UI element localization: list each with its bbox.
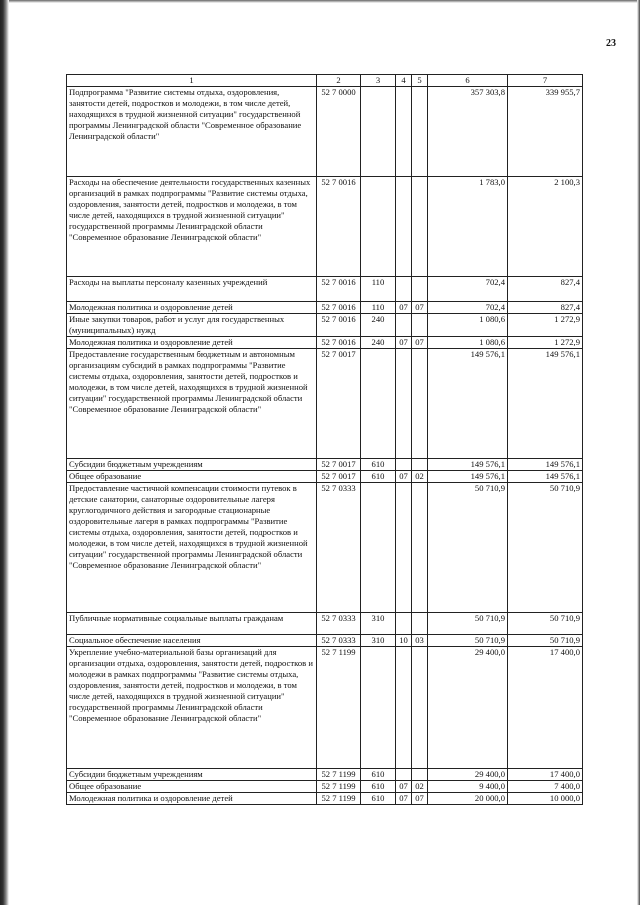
row-name: Расходы на обеспечение деятельности государственных казенных организаций в рамках подпрограммы "Развитие системы отдыха, оздоровления, занятости детей, подростков и молодежи, в том числе детей, находящихся в трудной жизненной ситуации" государственной программы Ленинградской области "Современное образование Ленинградской области" [67,177,317,277]
row-expense-type: 240 [361,314,396,337]
column-header: 7 [508,75,583,87]
row-name: Предоставление частичной компенсации стоимости путевок в детские санатории, санаторные оздоровительные лагеря круглогодичного действия и загородные стационарные оздоровительные лагеря в рамках подпрограммы "Развитие системы отдыха, оздоровления, занятости детей, подростков и молодежи, в том числе детей, находящихся в трудной жизненной ситуации" государственной программы Ленинградской области "Современное образование Ленинградской области" [67,483,317,613]
row-code: 52 7 0333 [317,483,361,613]
row-section [396,87,412,177]
row-name: Подпрограмма "Развитие системы отдыха, оздоровления, занятости детей, подростков и молодежи, в том числе детей, находящихся в трудной жизненной ситуации" государственной программы Ленинградской области "Современное образование Ленинградской области" [67,87,317,177]
row-section: 07 [396,781,412,793]
table-row [67,781,583,793]
row-code: 52 7 0017 [317,471,361,483]
row-subsection: 03 [412,635,428,647]
row-subsection [412,483,428,613]
row-subsection: 02 [412,781,428,793]
row-section [396,277,412,302]
row-amount-2: 149 576,1 [508,471,583,483]
row-name: Иные закупки товаров, работ и услуг для государственных (муниципальных) нужд [67,314,317,337]
row-name: Субсидии бюджетным учреждениям [67,459,317,471]
row-amount-1: 9 400,0 [428,781,508,793]
row-amount-1: 1 080,6 [428,314,508,337]
row-subsection [412,647,428,769]
row-section: 07 [396,337,412,349]
table-row [67,337,583,349]
row-amount-1: 50 710,9 [428,635,508,647]
column-header: 5 [412,75,428,87]
row-amount-2: 2 100,3 [508,177,583,277]
row-subsection: 07 [412,302,428,314]
row-amount-2: 7 400,0 [508,781,583,793]
table-row [67,314,583,337]
row-amount-1: 702,4 [428,302,508,314]
row-name: Предоставление государственным бюджетным и автономным организациям субсидий в рамках подпрограммы "Развитие системы отдыха, оздоровления, занятости детей, подростков и молодежи, в том числе детей, находящихся в трудной жизненной ситуации" государственной программы Ленинградской области "Современное образование Ленинградской области" [67,349,317,459]
row-amount-1: 29 400,0 [428,647,508,769]
budget-table [66,74,583,805]
row-amount-2: 827,4 [508,302,583,314]
row-amount-2: 1 272,9 [508,337,583,349]
row-subsection [412,177,428,277]
row-subsection [412,349,428,459]
row-code: 52 7 0333 [317,613,361,635]
row-code: 52 7 0000 [317,87,361,177]
row-amount-1: 357 303,8 [428,87,508,177]
row-name: Публичные нормативные социальные выплаты гражданам [67,613,317,635]
table-row [67,613,583,635]
row-expense-type [361,647,396,769]
table-row [67,647,583,769]
row-code: 52 7 1199 [317,769,361,781]
row-subsection [412,769,428,781]
table-row [67,459,583,471]
row-section: 10 [396,635,412,647]
row-section: 07 [396,302,412,314]
row-expense-type: 310 [361,613,396,635]
row-subsection [412,87,428,177]
row-subsection: 07 [412,793,428,805]
row-code: 52 7 0016 [317,177,361,277]
row-amount-2: 50 710,9 [508,635,583,647]
table-row [67,177,583,277]
scan-edge-left [0,0,9,905]
row-amount-1: 149 576,1 [428,349,508,459]
row-name: Молодежная политика и оздоровление детей [67,302,317,314]
row-section [396,349,412,459]
table-row [67,349,583,459]
row-section [396,769,412,781]
row-section: 07 [396,793,412,805]
row-code: 52 7 0016 [317,337,361,349]
row-expense-type: 610 [361,459,396,471]
row-subsection [412,459,428,471]
row-code: 52 7 1199 [317,781,361,793]
row-amount-2: 1 272,9 [508,314,583,337]
column-number-row [67,75,583,87]
row-expense-type [361,177,396,277]
row-subsection [412,314,428,337]
row-code: 52 7 1199 [317,793,361,805]
row-section [396,459,412,471]
row-section [396,177,412,277]
row-subsection [412,613,428,635]
row-amount-1: 1 783,0 [428,177,508,277]
row-code: 52 7 0016 [317,277,361,302]
row-section [396,483,412,613]
row-expense-type [361,87,396,177]
row-name: Общее образование [67,781,317,793]
row-amount-1: 50 710,9 [428,483,508,613]
column-header: 3 [361,75,396,87]
row-name: Социальное обеспечение населения [67,635,317,647]
row-amount-1: 50 710,9 [428,613,508,635]
row-code: 52 7 0017 [317,349,361,459]
row-code: 52 7 0017 [317,459,361,471]
row-section [396,647,412,769]
row-name: Субсидии бюджетным учреждениям [67,769,317,781]
row-section [396,613,412,635]
row-expense-type: 240 [361,337,396,349]
row-expense-type: 610 [361,793,396,805]
row-amount-2: 17 400,0 [508,647,583,769]
column-header: 2 [317,75,361,87]
row-amount-1: 149 576,1 [428,459,508,471]
row-name: Молодежная политика и оздоровление детей [67,337,317,349]
column-header: 1 [67,75,317,87]
row-expense-type [361,349,396,459]
row-expense-type: 110 [361,277,396,302]
row-name: Общее образование [67,471,317,483]
row-amount-1: 702,4 [428,277,508,302]
row-amount-2: 50 710,9 [508,613,583,635]
table-row [67,302,583,314]
table-body [67,87,583,805]
row-amount-2: 50 710,9 [508,483,583,613]
row-amount-2: 827,4 [508,277,583,302]
row-code: 52 7 1199 [317,647,361,769]
row-code: 52 7 0333 [317,635,361,647]
row-amount-1: 20 000,0 [428,793,508,805]
row-amount-2: 149 576,1 [508,459,583,471]
column-header: 6 [428,75,508,87]
table-header [67,75,583,87]
row-amount-2: 10 000,0 [508,793,583,805]
table-row [67,793,583,805]
row-expense-type: 610 [361,471,396,483]
row-amount-2: 17 400,0 [508,769,583,781]
table-row [67,769,583,781]
table-row [67,471,583,483]
table-row [67,87,583,177]
row-expense-type: 610 [361,769,396,781]
row-amount-2: 339 955,7 [508,87,583,177]
table-row [67,635,583,647]
row-code: 52 7 0016 [317,314,361,337]
scan-edge-top [0,0,640,3]
row-subsection: 02 [412,471,428,483]
row-expense-type: 310 [361,635,396,647]
row-code: 52 7 0016 [317,302,361,314]
row-subsection: 07 [412,337,428,349]
row-name: Расходы на выплаты персоналу казенных учреждений [67,277,317,302]
row-amount-2: 149 576,1 [508,349,583,459]
row-amount-1: 1 080,6 [428,337,508,349]
column-header: 4 [396,75,412,87]
table-row [67,483,583,613]
row-section: 07 [396,471,412,483]
row-name: Укрепление учебно-материальной базы организаций для организации отдыха, оздоровления, занятости детей, подростков и молодежи в рамках подпрограммы "Развитие системы отдыха, оздоровления, занятости детей, подростков и молодежи, в том числе детей, находящихся в трудной жизненной ситуации" государственной программы Ленинградской области "Современное образование Ленинградской области" [67,647,317,769]
row-section [396,314,412,337]
row-amount-1: 149 576,1 [428,471,508,483]
page-number: 23 [606,38,616,49]
row-expense-type: 610 [361,781,396,793]
table-row [67,277,583,302]
row-subsection [412,277,428,302]
row-amount-1: 29 400,0 [428,769,508,781]
row-expense-type: 110 [361,302,396,314]
row-name: Молодежная политика и оздоровление детей [67,793,317,805]
row-expense-type [361,483,396,613]
